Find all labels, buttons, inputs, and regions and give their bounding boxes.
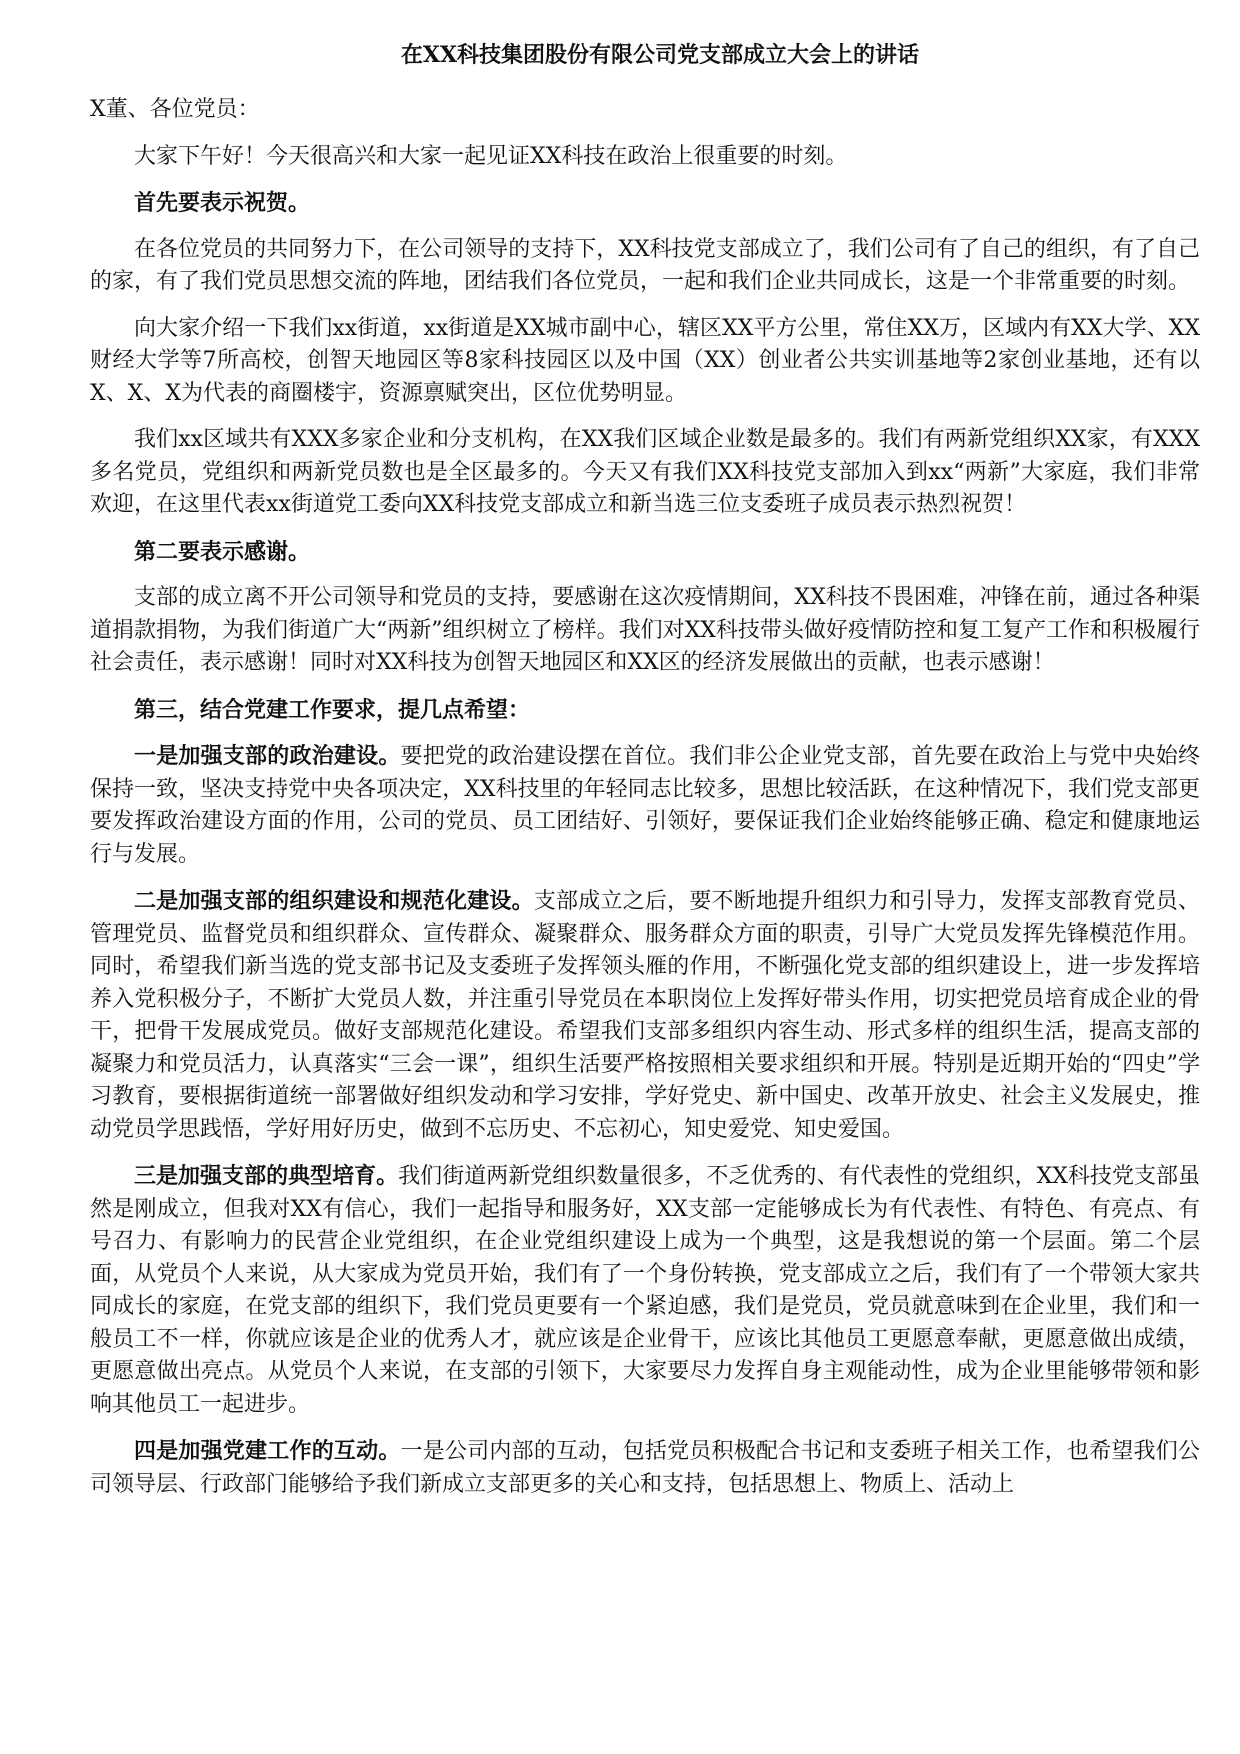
hope-model-cultivation (90, 1160, 1200, 1421)
paragraph-regional-stats: 我们xx区域共有XXX多家企业和分支机构，在XX我们区域企业数是最多的。我们有两新党组织XX家，有XXX多名党员，党组织和两新党员数也是全区最多的。今天又有我们XX科技党支部加入到xx“两新”大家庭，我们非常欢迎，在这里代表xx街道党工委向XX科技党支部成立和新当选三位支委班子成员表示热烈祝贺！ (90, 427, 1200, 517)
hope-lead-political: 一是加强支部的政治建设。 (134, 743, 401, 769)
greeting-paragraph: 大家下午好！今天很高兴和大家一起见证XX科技在政治上很重要的时刻。 (134, 143, 848, 169)
salutation: X董、各位党员： (90, 97, 260, 122)
hope-interaction (90, 1435, 1200, 1501)
hope-body-model: 我们街道两新党组织数量很多，不乏优秀的、有代表性的党组织，XX科技党支部虽然是刚成立，但我对XX有信心，我们一起指导和服务好，XX支部一定能够成长为有代表性、有特色、有亮点、有号召力、有影响力的民营企业党组织，在企业党组织建设上成为一个典型，这是我想说的第一个层面。第二个层面，从党员个人来说，从大家成为党员开始，我们有了一个身份转换，党支部成立之后，我们有了一个带领大家共同成长的家庭，在党支部的组织下，我们党员更要有一个紧迫感，我们是党员，党员就意味到在企业里，我们和一般员工不一样，你就应该是企业的优秀人才，就应该是企业骨干，应该比其他员工更愿意奉献，更愿意做出成绩，更愿意做出亮点。从党员个人来说，在支部的引领下，大家要尽力发挥自身主观能动性，成为企业里能够带领和影响其他员工一起进步。 (90, 1164, 1200, 1417)
paragraph-district-intro: 向大家介绍一下我们xx街道，xx街道是XX城市副中心，辖区XX平方公里，常住XX万，区域内有XX大学、XX财经大学等7所高校，创智天地园区等8家科技园区以及中国（XX）创业者公共实训基地等2家创业基地，还有以X、X、X为代表的商圈楼宇，资源禀赋突出，区位优势明显。 (90, 315, 1200, 406)
hope-body-organization: 支部成立之后，要不断地提升组织力和引导力，发挥支部教育党员、管理党员、监督党员和组织群众、宣传群众、凝聚群众、服务群众方面的职责，引导广大党员发挥先锋模范作用。同时，希望我们新当选的党支部书记及支委班子发挥领头雁的作用，不断强化党支部的组织建设上，进一步发挥培养入党积极分子，不断扩大党员人数，并注重引导党员在本职岗位上发挥好带头作用，切实把党员培育成企业的骨干，把骨干发展成党员。做好支部规范化建设。希望我们支部多组织内容生动、形式多样的组织生活，提高支部的凝聚力和党员活力，认真落实“三会一课”，组织生活要严格按照相关要求组织和开展。特别是近期开始的“四史”学习教育，要根据街道统一部署做好组织发动和学习安排，学好党史、新中国史、改革开放史、社会主义发展史，推动党员学思践悟，学好用好历史，做到不忘历史、不忘初心，知史爱党、知史爱国。 (90, 889, 1200, 1142)
section-heading-congratulations: 首先要表示祝贺。 (134, 190, 311, 216)
hope-lead-interaction: 四是加强党建工作的互动。 (134, 1438, 401, 1464)
paragraph-thanks: 支部的成立离不开公司领导和党员的支持，要感谢在这次疫情期间，XX科技不畏困难，冲锋在前，通过各种渠道捐款捐物，为我们街道广大“两新”组织树立了榜样。我们对XX科技带头做好疫情防控和复工复产工作和积极履行社会责任，表示感谢！同时对XX科技为创智天地园区和XX区的经济发展做出的贡献，也表示感谢！ (90, 585, 1200, 675)
hope-lead-model: 三是加强支部的典型培育。 (134, 1163, 399, 1189)
section-heading-hopes: 第三，结合党建工作要求，提几点希望： (134, 696, 531, 723)
hope-body-political: 要把党的政治建设摆在首位。我们非公企业党支部，首先要在政治上与党中央始终保持一致，坚决支持党中央各项决定，XX科技里的年轻同志比较多，思想比较活跃，在这种情况下，我们党支部更要发挥政治建设方面的作用，公司的党员、员工团结好、引领好，要保证我们企业始终能够正确、稳定和健康地运行与发展。 (90, 744, 1200, 867)
hope-political-building (90, 740, 1200, 871)
hope-lead-organization: 二是加强支部的组织建设和规范化建设。 (134, 888, 534, 914)
section-heading-thanks: 第二要表示感谢。 (134, 538, 311, 565)
paragraph-branch-established: 在各位党员的共同努力下，在公司领导的支持下，XX科技党支部成立了，我们公司有了自己的组织，有了自己的家，有了我们党员思想交流的阵地，团结我们各位党员，一起和我们企业共同成长，这是一个非常重要的时刻。 (90, 236, 1200, 294)
hope-organization-building (90, 885, 1200, 1146)
document-title: 在XX科技集团股份有限公司党支部成立大会上的讲话 (400, 42, 920, 68)
hope-body-interaction: 一是公司内部的互动，包括党员积极配合书记和支委班子相关工作，也希望我们公司领导层、行政部门能够给予我们新成立支部更多的关心和支持，包括思想上、物质上、活动上 (90, 1439, 1200, 1497)
